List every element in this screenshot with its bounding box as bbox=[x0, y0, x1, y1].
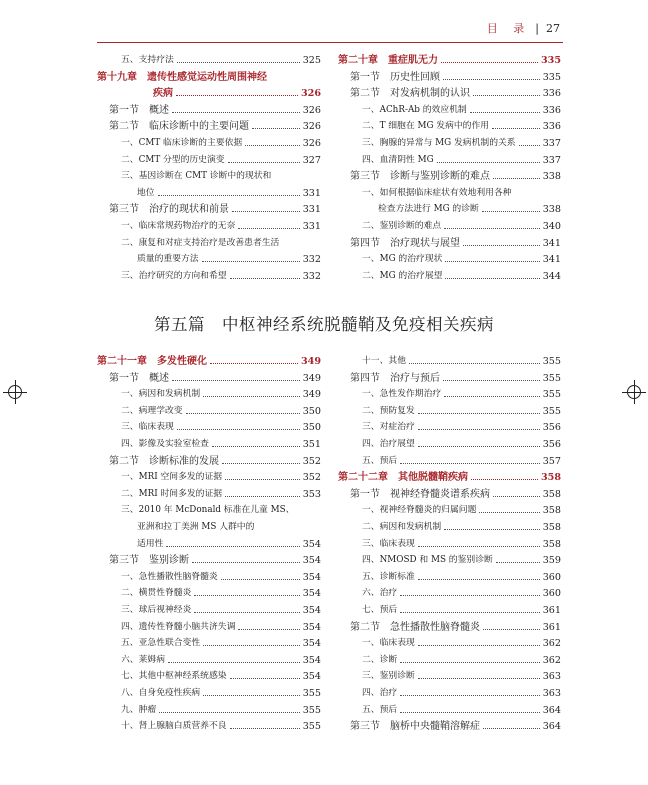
toc-page-number: 364 bbox=[542, 704, 561, 716]
toc-page-number: 332 bbox=[302, 254, 321, 266]
toc-entry-title: 九、肿瘤 bbox=[121, 704, 157, 715]
toc-item-entry bbox=[338, 203, 561, 216]
dot-leader bbox=[479, 512, 539, 513]
toc-page-number: 326 bbox=[302, 121, 321, 133]
toc-item-entry bbox=[338, 253, 561, 266]
toc-item-entry bbox=[97, 438, 321, 451]
toc-entry-title: 一、MG 的治疗现状 bbox=[362, 254, 443, 265]
dot-leader bbox=[519, 145, 540, 146]
toc-page-number: 341 bbox=[542, 254, 561, 266]
dot-leader bbox=[444, 529, 540, 530]
toc-page-number: 340 bbox=[542, 221, 561, 232]
dot-leader bbox=[471, 479, 538, 480]
toc-page-number: 351 bbox=[302, 439, 321, 450]
toc-page-number: 359 bbox=[542, 555, 561, 567]
toc-entry-title: 质量的重要方法 bbox=[137, 254, 199, 265]
toc-item-entry bbox=[338, 521, 561, 534]
dot-leader bbox=[159, 712, 299, 713]
dot-leader bbox=[483, 728, 540, 729]
dot-leader bbox=[482, 211, 540, 212]
dot-leader bbox=[203, 396, 300, 397]
dot-leader bbox=[473, 95, 540, 96]
toc-entry-title: 二、预防复发 bbox=[362, 405, 415, 416]
toc-item-entry bbox=[338, 388, 561, 401]
toc-item-entry bbox=[97, 220, 321, 233]
toc-section-entry bbox=[338, 170, 561, 183]
toc-entry-title: 二、康复和对症支持治疗是改善患者生活 bbox=[121, 237, 280, 248]
toc-item-entry bbox=[97, 637, 321, 650]
toc-entry-title: 一、AChR-Ab 的效应机制 bbox=[362, 104, 467, 115]
toc-item-entry bbox=[97, 670, 321, 683]
toc-entry-title: 二、MG 的治疗展望 bbox=[362, 270, 443, 281]
dot-leader bbox=[177, 429, 300, 430]
toc-page-number: 335 bbox=[542, 71, 561, 83]
toc-item-entry bbox=[338, 405, 561, 418]
toc-page-number: 360 bbox=[542, 571, 561, 583]
toc-item-entry bbox=[338, 104, 561, 117]
dot-leader bbox=[194, 612, 299, 613]
toc-entry-title: 一、MRI 空间多发的证据 bbox=[121, 472, 223, 483]
dot-leader bbox=[418, 429, 540, 430]
toc-section-entry bbox=[97, 104, 321, 117]
toc-section-entry bbox=[97, 203, 321, 216]
toc-entry-title: 五、预后 bbox=[362, 704, 398, 715]
dot-leader bbox=[238, 228, 299, 229]
dot-leader bbox=[400, 662, 539, 663]
toc-page-number: 326 bbox=[302, 138, 321, 149]
toc-page-number: 344 bbox=[542, 270, 561, 282]
toc-page-number: 355 bbox=[542, 372, 561, 384]
toc-entry-title: 五、预后 bbox=[362, 455, 398, 466]
toc-page-number: 353 bbox=[302, 488, 321, 500]
toc-entry-title: 第一节 历史性回顾 bbox=[350, 71, 440, 83]
toc-entry-title: 一、急性发作期治疗 bbox=[362, 389, 442, 400]
toc-item-entry bbox=[338, 154, 561, 167]
toc-chapter-entry bbox=[338, 471, 561, 484]
toc-entry-title: 二、病理学改变 bbox=[121, 405, 183, 416]
toc-entry-title: 第二十章 重症肌无力 bbox=[338, 55, 438, 66]
toc-page-number: 337 bbox=[542, 138, 561, 149]
dot-leader bbox=[441, 62, 538, 63]
dot-leader bbox=[166, 546, 299, 547]
toc-page-number: 363 bbox=[542, 671, 561, 683]
toc-entry-title: 五、亚急性联合变性 bbox=[121, 638, 201, 649]
toc-item-entry bbox=[97, 137, 321, 150]
toc-item-entry bbox=[97, 471, 321, 484]
toc-chapter-entry bbox=[97, 71, 321, 84]
dot-leader bbox=[203, 645, 300, 646]
toc-item-entry bbox=[97, 170, 321, 183]
toc-page-number: 354 bbox=[302, 555, 321, 567]
toc-item-entry bbox=[97, 621, 321, 634]
dot-leader bbox=[418, 579, 540, 580]
toc-page-number: 358 bbox=[542, 522, 561, 533]
toc-page-number: 341 bbox=[542, 237, 561, 249]
toc-section-entry bbox=[338, 237, 561, 250]
toc-item-entry bbox=[97, 720, 321, 733]
toc-section-entry bbox=[338, 87, 561, 100]
toc-page-number: 354 bbox=[302, 654, 321, 666]
toc-page-number: 349 bbox=[302, 372, 321, 384]
toc-entry-title: 二、鉴别诊断的难点 bbox=[362, 221, 442, 231]
dot-leader bbox=[176, 95, 298, 96]
toc-item-entry bbox=[97, 521, 321, 534]
dot-leader bbox=[400, 463, 539, 464]
dot-leader bbox=[245, 145, 300, 146]
dot-leader bbox=[168, 662, 300, 663]
part-title: 第五篇 中枢神经系统脱髓鞘及免疫相关疾病 bbox=[154, 315, 494, 334]
dot-leader bbox=[470, 112, 540, 113]
toc-entry-title: 三、临床表现 bbox=[362, 538, 415, 549]
toc-page-number: 335 bbox=[540, 55, 561, 66]
toc-entry-title: 二、横贯性脊髓炎 bbox=[121, 588, 192, 599]
toc-page-number: 355 bbox=[542, 356, 561, 367]
toc-section-entry bbox=[338, 372, 561, 385]
toc-page-number: 331 bbox=[302, 204, 321, 216]
toc-page-number: 355 bbox=[302, 704, 321, 716]
dot-leader bbox=[493, 496, 540, 497]
toc-page-number: 356 bbox=[542, 439, 561, 450]
toc-item-entry bbox=[97, 538, 321, 551]
toc-item-entry bbox=[97, 388, 321, 401]
toc-page-number: 354 bbox=[302, 571, 321, 583]
toc-item-entry bbox=[338, 270, 561, 283]
toc-entry-title: 第二十二章 其他脱髓鞘疾病 bbox=[338, 472, 468, 484]
toc-entry-title: 三、2010 年 McDonald 标准在儿童 MS、 bbox=[121, 505, 295, 516]
toc-page-number: 326 bbox=[300, 88, 321, 100]
toc-entry-title: 四、影像及实验室检查 bbox=[121, 439, 209, 449]
registration-mark-left bbox=[3, 380, 27, 404]
toc-page-number: 349 bbox=[300, 356, 321, 367]
toc-page-number: 362 bbox=[542, 638, 561, 650]
toc-entry-title: 四、血清阴性 MG bbox=[362, 154, 434, 165]
toc-page-number: 354 bbox=[302, 588, 321, 600]
dot-leader bbox=[400, 695, 539, 696]
toc-section-entry bbox=[338, 720, 561, 733]
toc-entry-title: 二、诊断 bbox=[362, 654, 398, 665]
registration-mark-right bbox=[622, 380, 646, 404]
dot-leader bbox=[418, 546, 540, 547]
toc-page-number: 355 bbox=[542, 405, 561, 417]
dot-leader bbox=[418, 413, 540, 414]
toc-item-entry bbox=[338, 438, 561, 451]
toc-chapter-entry bbox=[97, 355, 321, 368]
toc-page-number: 354 bbox=[302, 671, 321, 683]
toc-item-entry bbox=[97, 488, 321, 501]
dot-leader bbox=[230, 278, 300, 279]
toc-page-number: 332 bbox=[302, 270, 321, 282]
dot-leader bbox=[225, 479, 300, 480]
toc-entry-title: 一、急性播散性脑脊髓炎 bbox=[121, 571, 218, 582]
toc-page-number: 327 bbox=[302, 154, 321, 166]
toc-entry-title: 第二十一章 多发性硬化 bbox=[97, 356, 207, 367]
toc-section-entry bbox=[338, 71, 561, 84]
toc-page-number: 336 bbox=[542, 104, 561, 116]
toc-entry-title: 第三节 治疗的现状和前景 bbox=[109, 204, 229, 216]
dot-leader bbox=[409, 363, 540, 364]
header-label: 目 录 bbox=[486, 22, 531, 35]
dot-leader bbox=[228, 162, 300, 163]
toc-page-number: 326 bbox=[302, 104, 321, 116]
dot-leader bbox=[230, 678, 300, 679]
toc-chapter-entry bbox=[97, 87, 321, 100]
toc-item-entry bbox=[338, 554, 561, 567]
dot-leader bbox=[172, 112, 300, 113]
toc-entry-title: 第一节 概述 bbox=[109, 104, 169, 116]
toc-item-entry bbox=[97, 405, 321, 418]
toc-entry-title: 第二节 急性播散性脑脊髓炎 bbox=[350, 621, 480, 633]
dot-leader bbox=[177, 62, 300, 63]
toc-item-entry bbox=[338, 654, 561, 667]
dot-leader bbox=[463, 245, 540, 246]
toc-item-entry bbox=[338, 704, 561, 717]
dot-leader bbox=[212, 446, 300, 447]
dot-leader bbox=[418, 678, 540, 679]
toc-page-number: 352 bbox=[302, 455, 321, 467]
toc-entry-title: 一、如何根据临床症状有效地利用各种 bbox=[362, 187, 512, 198]
toc-entry-title: 三、对症治疗 bbox=[362, 422, 415, 433]
toc-page-number: 357 bbox=[542, 455, 561, 467]
dot-leader bbox=[400, 595, 539, 596]
toc-item-entry bbox=[97, 237, 321, 250]
toc-entry-title: 地位 bbox=[137, 187, 155, 198]
toc-page-number: 358 bbox=[540, 472, 561, 484]
toc-entry-title: 二、CMT 分型的历史演变 bbox=[121, 154, 225, 165]
dot-leader bbox=[232, 211, 300, 212]
toc-item-entry bbox=[97, 270, 321, 283]
toc-item-entry bbox=[338, 120, 561, 133]
toc-entry-title: 亚洲和拉丁美洲 MS 人群中的 bbox=[137, 522, 255, 532]
toc-entry-title: 五、支持疗法 bbox=[121, 55, 174, 65]
toc-entry-title: 三、治疗研究的方向和希望 bbox=[121, 270, 227, 281]
toc-entry-title: 第十九章 遗传性感觉运动性周围神经 bbox=[97, 71, 267, 83]
toc-item-entry bbox=[338, 220, 561, 233]
toc-entry-title: 五、诊断标准 bbox=[362, 571, 415, 582]
toc-entry-title: 十一、其他 bbox=[362, 356, 406, 366]
toc-entry-title: 四、治疗展望 bbox=[362, 439, 415, 449]
toc-page-number: 355 bbox=[302, 721, 321, 733]
toc-page-number: 354 bbox=[302, 638, 321, 650]
toc-item-entry bbox=[97, 687, 321, 700]
toc-item-entry bbox=[338, 455, 561, 468]
toc-page-number: 355 bbox=[542, 389, 561, 401]
dot-leader bbox=[225, 496, 300, 497]
dot-leader bbox=[496, 562, 540, 563]
toc-item-entry bbox=[338, 604, 561, 617]
dot-leader bbox=[400, 612, 539, 613]
toc-entry-title: 三、鉴别诊断 bbox=[362, 671, 415, 682]
toc-item-entry bbox=[97, 154, 321, 167]
toc-entry-title: 一、病因和发病机制 bbox=[121, 389, 201, 400]
toc-page-number: 355 bbox=[302, 688, 321, 699]
toc-item-entry bbox=[338, 504, 561, 517]
dot-leader bbox=[400, 712, 539, 713]
toc-entry-title: 三、基因诊断在 CMT 诊断中的现状和 bbox=[121, 171, 272, 182]
toc-entry-title: 二、病因和发病机制 bbox=[362, 522, 442, 532]
toc-entry-title: 三、胸腺的异常与 MG 发病机制的关系 bbox=[362, 138, 516, 148]
dot-leader bbox=[437, 162, 540, 163]
toc-page-number: 336 bbox=[542, 88, 561, 100]
toc-page-number: 352 bbox=[302, 472, 321, 484]
dot-leader bbox=[202, 261, 300, 262]
toc-item-entry bbox=[338, 571, 561, 584]
toc-entry-title: 一、视神经脊髓炎的归属问题 bbox=[362, 505, 477, 516]
toc-page-number: 361 bbox=[542, 621, 561, 633]
toc-entry-title: 适用性 bbox=[137, 538, 164, 549]
toc-section-entry bbox=[338, 621, 561, 634]
toc-chapter-entry bbox=[338, 54, 561, 67]
toc-item-entry bbox=[97, 604, 321, 617]
toc-entry-title: 二、T 细胞在 MG 发病中的作用 bbox=[362, 121, 490, 132]
toc-entry-title: 八、自身免疫性疾病 bbox=[121, 688, 201, 698]
toc-entry-title: 七、预后 bbox=[362, 605, 398, 615]
toc-entry-title: 四、NMOSD 和 MS 的鉴别诊断 bbox=[362, 555, 493, 566]
toc-page-number: 361 bbox=[542, 605, 561, 616]
dot-leader bbox=[444, 228, 540, 229]
toc-page-number: 331 bbox=[302, 187, 321, 199]
toc-section-entry bbox=[97, 554, 321, 567]
toc-item-entry bbox=[338, 355, 561, 368]
toc-item-entry bbox=[338, 137, 561, 150]
header-rule bbox=[97, 42, 563, 43]
toc-item-entry bbox=[97, 421, 321, 434]
toc-entry-title: 一、临床表现 bbox=[362, 638, 415, 649]
toc-page-number: 350 bbox=[302, 422, 321, 434]
toc-entry-title: 四、治疗 bbox=[362, 688, 398, 698]
toc-item-entry bbox=[338, 421, 561, 434]
toc-entry-title: 一、CMT 临床诊断的主要依据 bbox=[121, 138, 243, 148]
dot-leader bbox=[222, 463, 300, 464]
header-page-number: 27 bbox=[546, 22, 560, 35]
toc-item-entry bbox=[97, 54, 321, 67]
dot-leader bbox=[221, 579, 300, 580]
toc-entry-title: 第三节 脑桥中央髓鞘溶解症 bbox=[350, 721, 480, 733]
dot-leader bbox=[483, 629, 540, 630]
dot-leader bbox=[203, 695, 300, 696]
dot-leader bbox=[418, 446, 540, 447]
toc-entry-title: 检查方法进行 MG 的诊断 bbox=[378, 204, 479, 215]
toc-item-entry bbox=[97, 704, 321, 717]
toc-entry-title: 二、MRI 时间多发的证据 bbox=[121, 488, 223, 499]
toc-entry-title: 七、其他中枢神经系统感染 bbox=[121, 671, 227, 682]
toc-page-number: 350 bbox=[302, 405, 321, 417]
dot-leader bbox=[158, 195, 300, 196]
toc-entry-title: 第二节 临床诊断中的主要问题 bbox=[109, 121, 249, 133]
toc-item-entry bbox=[338, 538, 561, 551]
toc-section-entry bbox=[97, 372, 321, 385]
toc-page-number: 363 bbox=[542, 688, 561, 699]
toc-page-number: 336 bbox=[542, 121, 561, 133]
dot-leader bbox=[444, 396, 540, 397]
toc-entry-title: 第二节 对发病机制的认识 bbox=[350, 88, 470, 100]
dot-leader bbox=[194, 595, 299, 596]
toc-page-number: 331 bbox=[302, 221, 321, 232]
toc-page-number: 356 bbox=[542, 422, 561, 434]
dot-leader bbox=[238, 629, 299, 630]
toc-page-number: 338 bbox=[542, 171, 561, 183]
toc-entry-title: 第四节 治疗与预后 bbox=[350, 372, 440, 384]
dot-leader bbox=[252, 128, 300, 129]
toc-entry-title: 第三节 诊断与鉴别诊断的难点 bbox=[350, 171, 490, 183]
toc-item-entry bbox=[97, 504, 321, 517]
toc-entry-title: 第四节 治疗现状与展望 bbox=[350, 237, 460, 249]
page-header bbox=[487, 20, 560, 36]
toc-entry-title: 第三节 鉴别诊断 bbox=[109, 555, 189, 567]
toc-page-number: 358 bbox=[542, 488, 561, 500]
toc-entry-title: 六、莱姆病 bbox=[121, 654, 165, 665]
toc-entry-title: 三、球后视神经炎 bbox=[121, 605, 192, 615]
toc-item-entry bbox=[97, 654, 321, 667]
toc-section-entry bbox=[97, 120, 321, 133]
toc-page-number: 354 bbox=[302, 538, 321, 550]
dot-leader bbox=[230, 728, 300, 729]
toc-page-number: 358 bbox=[542, 505, 561, 517]
toc-item-entry bbox=[97, 571, 321, 584]
toc-entry-title: 第二节 诊断标准的发展 bbox=[109, 455, 219, 467]
dot-leader bbox=[186, 413, 300, 414]
toc-entry-title: 四、遗传性脊髓小脑共济失调 bbox=[121, 621, 236, 632]
toc-item-entry bbox=[338, 670, 561, 683]
toc-page-number: 358 bbox=[542, 538, 561, 550]
toc-entry-title: 疾病 bbox=[153, 88, 173, 100]
toc-section-entry bbox=[338, 488, 561, 501]
toc-page-number: 337 bbox=[542, 154, 561, 166]
toc-entry-title: 十、肾上腺脑白质营养不良 bbox=[121, 721, 227, 732]
toc-entry-title: 一、临床常规药物治疗的无奈 bbox=[121, 221, 236, 231]
toc-page-number: 360 bbox=[542, 588, 561, 600]
toc-entry-title: 第一节 概述 bbox=[109, 372, 169, 384]
toc-item-entry bbox=[97, 187, 321, 200]
dot-leader bbox=[418, 645, 540, 646]
dot-leader bbox=[492, 128, 540, 129]
toc-item-entry bbox=[97, 253, 321, 266]
toc-page-number: 354 bbox=[302, 605, 321, 616]
toc-section-entry bbox=[97, 455, 321, 468]
dot-leader bbox=[445, 278, 539, 279]
toc-entry-title: 六、治疗 bbox=[362, 588, 398, 599]
toc-page-number: 349 bbox=[302, 389, 321, 401]
dot-leader bbox=[172, 380, 300, 381]
dot-leader bbox=[443, 380, 540, 381]
dot-leader bbox=[210, 363, 298, 364]
dot-leader bbox=[493, 178, 540, 179]
toc-page-number: 338 bbox=[542, 204, 561, 216]
toc-entry-title: 三、临床表现 bbox=[121, 422, 174, 433]
toc-page-number: 364 bbox=[542, 721, 561, 733]
toc-item-entry bbox=[338, 637, 561, 650]
toc-page-number: 354 bbox=[302, 621, 321, 633]
toc-entry-title: 第一节 视神经脊髓炎谱系疾病 bbox=[350, 488, 490, 500]
dot-leader bbox=[443, 79, 540, 80]
toc-item-entry bbox=[338, 687, 561, 700]
header-divider: | bbox=[535, 22, 539, 35]
dot-leader bbox=[445, 261, 539, 262]
toc-item-entry bbox=[338, 187, 561, 200]
toc-page-number: 362 bbox=[542, 654, 561, 666]
toc-item-entry bbox=[338, 587, 561, 600]
dot-leader bbox=[192, 562, 300, 563]
toc-item-entry bbox=[97, 587, 321, 600]
toc-page-number: 325 bbox=[302, 55, 321, 66]
